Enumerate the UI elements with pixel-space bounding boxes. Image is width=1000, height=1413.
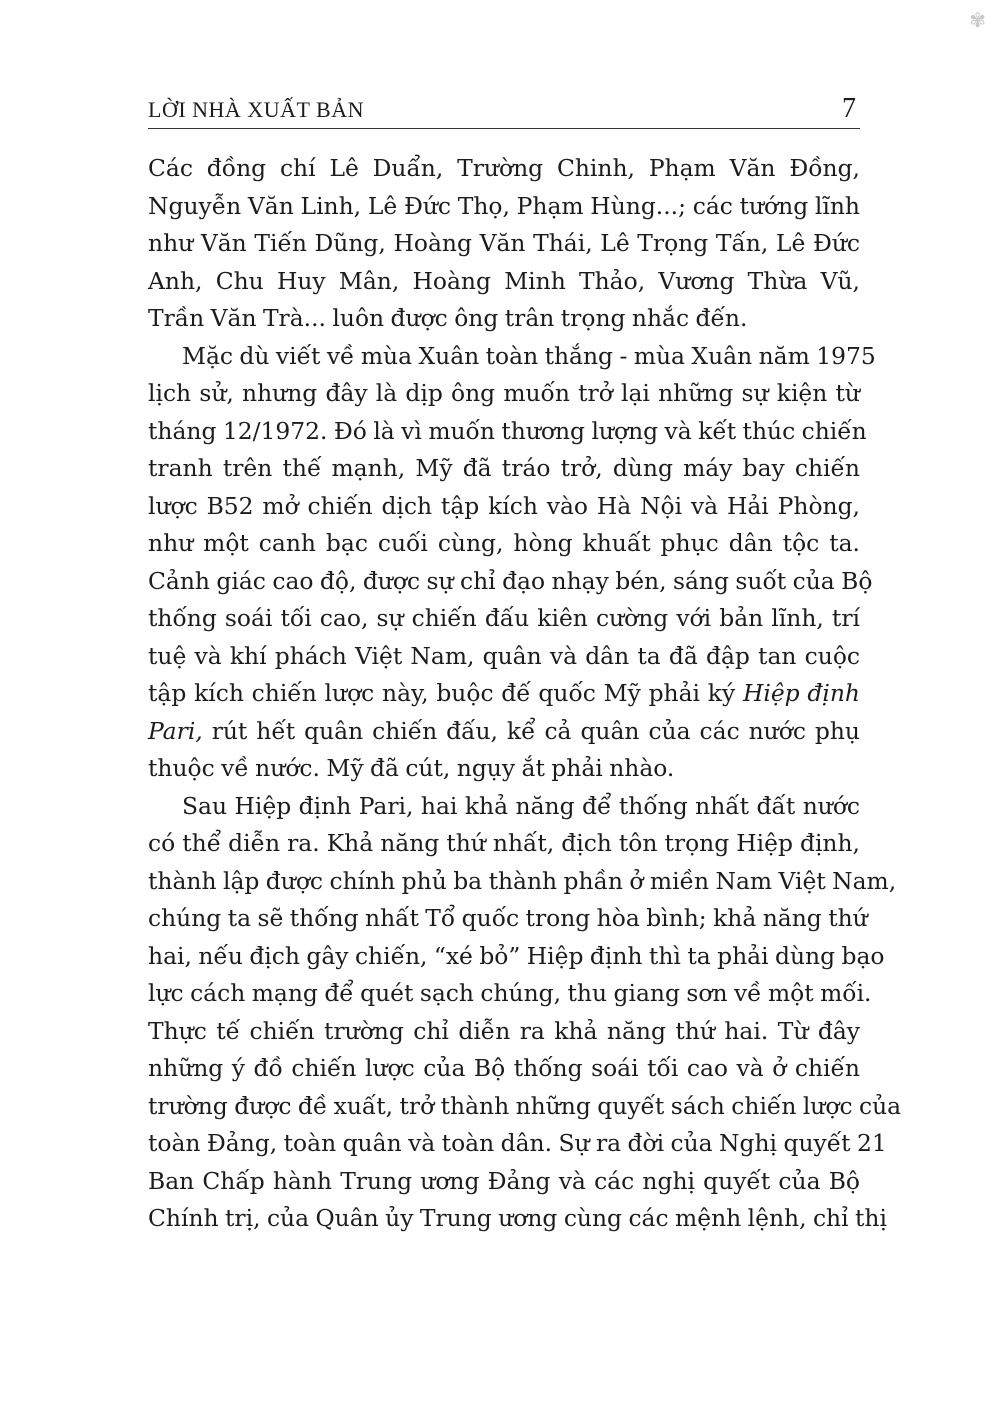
text-line: Mặc dù viết về mùa Xuân toàn thắng - mùa Xuân năm 1975	[182, 341, 876, 370]
running-header	[148, 94, 860, 129]
text-line: Sau Hiệp định Pari, hai khả năng để thống nhất đất nước	[182, 791, 860, 820]
italic-title: Hiệp định	[742, 679, 860, 707]
text-line: Trần Văn Trà... luôn được ông trân trọng nhắc đến.	[148, 304, 748, 332]
paragraph-1	[148, 150, 860, 338]
text-line: Anh, Chu Huy Mân, Hoàng Minh Thảo, Vương Thừa Vũ,	[148, 266, 860, 295]
text-run: tập kích chiến lược này, buộc đế quốc Mỹ phải ký	[148, 679, 743, 707]
text-line: thuộc về nước. Mỹ đã cút, ngụy ắt phải nhào.	[148, 754, 675, 782]
text-run: rút hết quân chiến đấu, kể cả quân của các nước phụ	[202, 716, 860, 745]
text-line: Các đồng chí Lê Duẩn, Trường Chinh, Phạm Văn Đồng,	[148, 154, 860, 182]
text-line	[148, 675, 860, 713]
text-line: tháng 12/1972. Đó là vì muốn thương lượng và kết thúc chiến	[148, 416, 867, 445]
text-line: Thực tế chiến trường chỉ diễn ra khả năng thứ hai. Từ đây	[148, 1016, 860, 1045]
text-line: như một canh bạc cuối cùng, hòng khuất phục dân tộc ta.	[148, 529, 860, 557]
text-line: Cảnh giác cao độ, được sự chỉ đạo nhạy bén, sáng suốt của Bộ	[148, 566, 873, 595]
text-line: thống soái tối cao, sự chiến đấu kiên cường với bản lĩnh, trí	[148, 604, 860, 632]
section-title: LỜI NHÀ XUẤT BẢN	[148, 97, 364, 122]
text-line: Ban Chấp hành Trung ương Đảng và các nghị quyết của Bộ	[148, 1166, 860, 1195]
text-line: lịch sử, nhưng đây là dịp ông muốn trở lại những sự kiện từ	[148, 379, 860, 407]
text-line: lực cách mạng để quét sạch chúng, thu giang sơn về một mối.	[148, 979, 872, 1007]
text-line: toàn Đảng, toàn quân và toàn dân. Sự ra đời của Nghị quyết 21	[148, 1129, 887, 1157]
paragraph-3	[148, 788, 902, 1238]
text-line: trường được đề xuất, trở thành những quyết sách chiến lược của	[148, 1091, 902, 1120]
text-line: như Văn Tiến Dũng, Hoàng Văn Thái, Lê Trọng Tấn, Lê Đức	[148, 229, 860, 257]
text-line: những ý đồ chiến lược của Bộ thống soái tối cao và ở chiến	[148, 1054, 860, 1082]
page-number: 7	[842, 93, 856, 124]
paragraph-2	[148, 338, 876, 788]
body-text	[148, 150, 902, 1238]
italic-title: Pari,	[148, 716, 203, 745]
text-line: thành lập được chính phủ ba thành phần ở miền Nam Việt Nam,	[148, 866, 897, 895]
text-line	[148, 713, 860, 751]
text-line: Nguyễn Văn Linh, Lê Đức Thọ, Phạm Hùng...; các tướng lĩnh	[148, 191, 860, 220]
text-line: lược B52 mở chiến dịch tập kích vào Hà Nội và Hải Phòng,	[148, 491, 860, 520]
decorative-flower-mark: ✾	[969, 8, 986, 32]
text-line: hai, nếu địch gây chiến, “xé bỏ” Hiệp định thì ta phải dùng bạo	[148, 941, 885, 970]
text-line: tranh trên thế mạnh, Mỹ đã tráo trở, dùng máy bay chiến	[148, 454, 860, 482]
text-line: chúng ta sẽ thống nhất Tổ quốc trong hòa bình; khả năng thứ	[148, 904, 868, 932]
text-line: Chính trị, của Quân ủy Trung ương cùng các mệnh lệnh, chỉ thị	[148, 1204, 887, 1232]
text-line: tuệ và khí phách Việt Nam, quân và dân ta đã đập tan cuộc	[148, 641, 860, 670]
text-line: có thể diễn ra. Khả năng thứ nhất, địch tôn trọng Hiệp định,	[148, 829, 860, 857]
